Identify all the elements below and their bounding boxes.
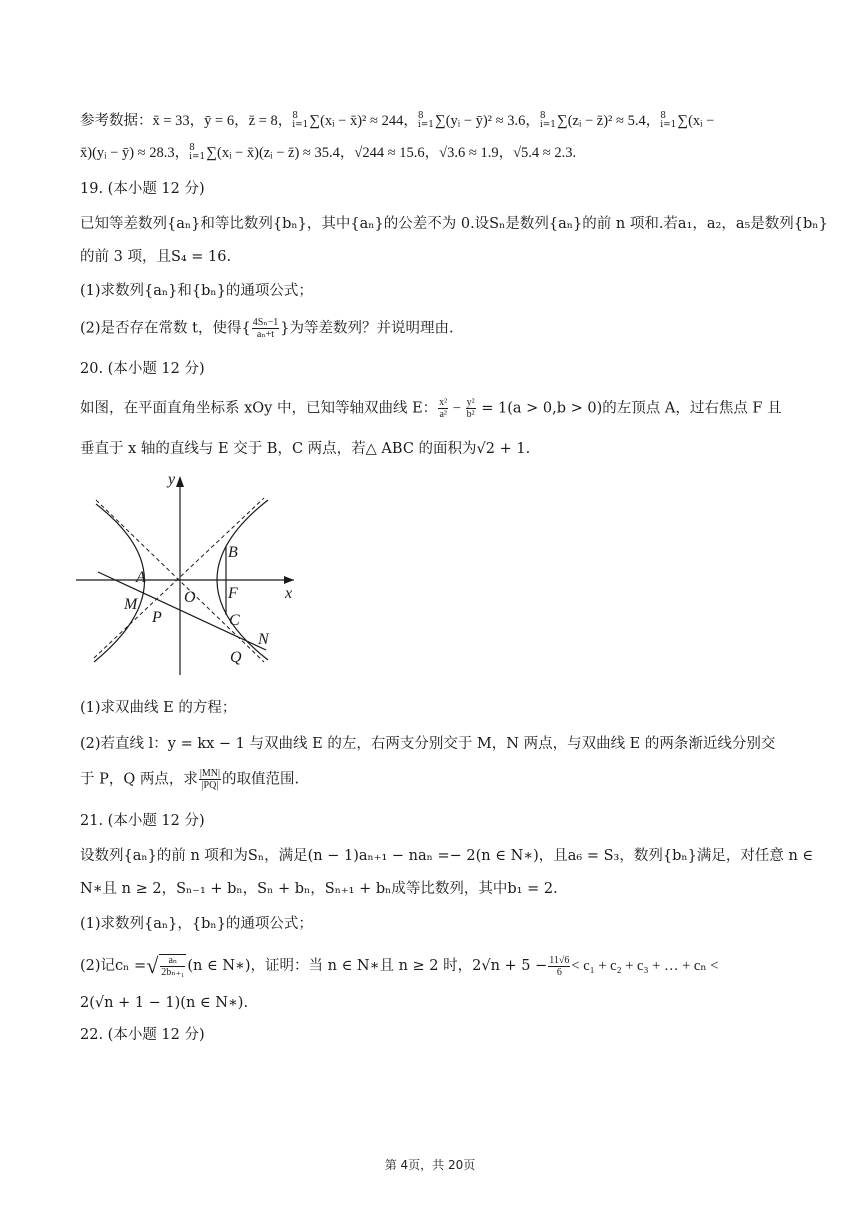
reference-data-line-2: x̄)(yᵢ − ȳ) ≈ 28.3， 8 i=1 ∑(xᵢ − x̄)(zᵢ − z̄) ≈ 35.4，√244 ≈ 15.6，√3.6 ≈ 1.9，√5.4 ≈ 2.3. <box>80 143 577 162</box>
ref-root-5-4: √5.4 ≈ 2.3. <box>513 145 577 161</box>
label-x: x <box>285 585 293 602</box>
q20-stem-text-b: = 1(a > 0,b > 0)的左顶点 A，过右焦点 F 且 <box>476 400 782 417</box>
label-P: P <box>152 609 162 626</box>
q19-stem-line-2: 的前 3 项，且S₄ = 16. <box>80 249 232 265</box>
ref-sum-x: (xᵢ − x̄)² ≈ 244， <box>320 113 418 129</box>
hyperbola-figure <box>76 470 306 680</box>
q21-part-1: (1)求数列{aₙ}，{bₙ}的通项公式； <box>80 916 313 932</box>
q19-part-1: (1)求数列{aₙ}和{bₙ}的通项公式； <box>80 283 313 299</box>
asymptote-positive <box>94 498 264 658</box>
q19-fraction: $\frac{\text{4Sₙ−1}}{\text{aₙ+t}}$ <box>252 317 279 340</box>
label-F: F <box>228 585 238 602</box>
x-axis-arrow <box>284 576 294 584</box>
q21-stem-line-2: N∗且 n ≥ 2，Sₙ₋₁ + bₙ，Sₙ + bₙ，Sₙ₊₁ + bₙ成等比数列，其中b₁ = 2. <box>80 881 558 897</box>
ref-sum-z: (zᵢ − z̄)² ≈ 5.4， <box>567 113 661 129</box>
q21-part-2-text-b: (n ∈ N∗)，证明：当 n ∈ N∗且 n ≥ 2 时，2√n + 5 − <box>187 958 548 974</box>
q21-stem-line-1: 设数列{aₙ}的前 n 项和为Sₙ，满足(n − 1)aₙ₊₁ − naₙ =− 2(n ∈ N∗)，且a₆ = S₃，数列{bₙ}满足，对任意 n ∈ <box>80 848 814 864</box>
q19-part-2-text-b: }为等差数列？并说明理由. <box>280 320 454 337</box>
q20-header: 20. (本小题 12 分) <box>80 361 205 377</box>
ref-root-244: √244 ≈ 15.6， <box>354 145 440 161</box>
reference-label: 参考数据： <box>80 113 153 129</box>
q20-stem-line-2: 垂直于 x 轴的直线与 E 交于 B，C 两点，若△ ABC 的面积为√2 + 1. <box>80 441 531 457</box>
sum-limits: 8 i=1 <box>292 111 309 130</box>
q21-part-2-line-1: (2)记cₙ =√ $\frac{\text{aₙ}}{\text{2bₙ₊₁}}$ (n ∈ N∗)，证明：当 n ∈ N∗且 n ≥ 2 时，2√n + 5 − $\frac{11√6}{6}$ < c₁ + c₂ + c₃ + … + cₙ < <box>80 953 719 978</box>
q21-constant-fraction: $\frac{11√6}{6}$ <box>549 954 570 978</box>
q21-part-2-text-c: < c₁ + c₂ + c₃ + … + cₙ < <box>571 958 719 974</box>
y-axis-arrow <box>176 476 184 487</box>
q19-part-2-text-a: (2)是否存在常数 t，使得{ <box>80 320 251 337</box>
q20-stem-text-a: 如图，在平面直角坐标系 xOy 中，已知等轴双曲线 E： <box>80 400 438 417</box>
q21-part-2-text-a: (2)记cₙ = <box>80 958 147 974</box>
ref-sum-xy-end: x̄)(yᵢ − ȳ) ≈ 28.3， <box>80 145 190 161</box>
ref-means: x̄ = 33，ȳ = 6，z̄ = 8， <box>152 113 293 129</box>
ref-sum-y: (yᵢ − ȳ)² ≈ 3.6， <box>445 113 540 129</box>
q20-stem-line-1: 如图，在平面直角坐标系 xOy 中，已知等轴双曲线 E： $\frac{\text{x²}}{\text{a²}}$ − $\frac{\text{y²}}{\text{b²}}$ = 1(a > 0,b > 0)的左顶点 A，过右焦点 F 且 <box>80 397 782 420</box>
label-Q: Q <box>230 649 242 666</box>
q20-part-2-line-2 <box>80 768 299 791</box>
q20-frac-y: $\frac{\text{y²}}{\text{b²}}$ <box>466 397 475 420</box>
q20-ratio-fraction: $\frac{|MN|}{|PQ|}$ <box>199 768 220 791</box>
q21-header: 21. (本小题 12 分) <box>80 813 205 829</box>
page-footer: 第 4页，共 20页 <box>384 1158 476 1172</box>
q21-radical-fraction: $\frac{\text{aₙ}}{\text{2bₙ₊₁}}$ <box>161 955 185 978</box>
q20-part-2-line-1: (2)若直线 l：y = kx − 1 与双曲线 E 的左，右两支分别交于 M，N 两点，与双曲线 E 的两条渐近线分别交 <box>80 736 776 752</box>
label-y: y <box>168 471 176 488</box>
q21-part-2-line-2: 2(√n + 1 − 1)(n ∈ N∗). <box>80 995 249 1011</box>
ref-sum-xz: (xᵢ − x̄)(zᵢ − z̄) ≈ 35.4， <box>216 145 355 161</box>
q19-part-2 <box>80 317 454 340</box>
label-M: M <box>124 596 138 613</box>
q19-stem-line-1: 已知等差数列{aₙ}和等比数列{bₙ}，其中{aₙ}的公差不为 0.设Sₙ是数列{aₙ}的前 n 项和.若a₁，a₂，a₅是数列{bₙ} <box>80 216 828 232</box>
q20-part-2-text-pre: 于 P，Q 两点，求 <box>80 771 198 788</box>
ref-sum-xy-start: (xᵢ − <box>688 113 715 129</box>
label-N: N <box>258 631 269 648</box>
ref-root-3-6: √3.6 ≈ 1.9， <box>439 145 514 161</box>
q20-part-2-text-post: 的取值范围. <box>222 771 300 788</box>
label-O: O <box>184 589 196 606</box>
q20-frac-x: $\frac{\text{x²}}{\text{a²}}$ <box>439 397 448 420</box>
label-B: B <box>228 544 238 561</box>
q22-header: 22. (本小题 12 分) <box>80 1027 205 1043</box>
q20-part-1: (1)求双曲线 E 的方程； <box>80 700 237 716</box>
label-C: C <box>229 612 240 629</box>
reference-data-line-1: 参考数据：x̄ = 33，ȳ = 6，z̄ = 8， 8 i=1 ∑(xᵢ − x̄)² ≈ 244， 8 i=1 ∑(yᵢ − ȳ)² ≈ 3.6， 8 i=1 ∑(zᵢ − z̄)² ≈ 5.4， 8 i=1 ∑(xᵢ − <box>80 111 715 130</box>
label-A: A <box>136 569 146 586</box>
q19-header: 19. (本小题 12 分) <box>80 181 205 197</box>
hyperbola-branches <box>94 500 268 662</box>
